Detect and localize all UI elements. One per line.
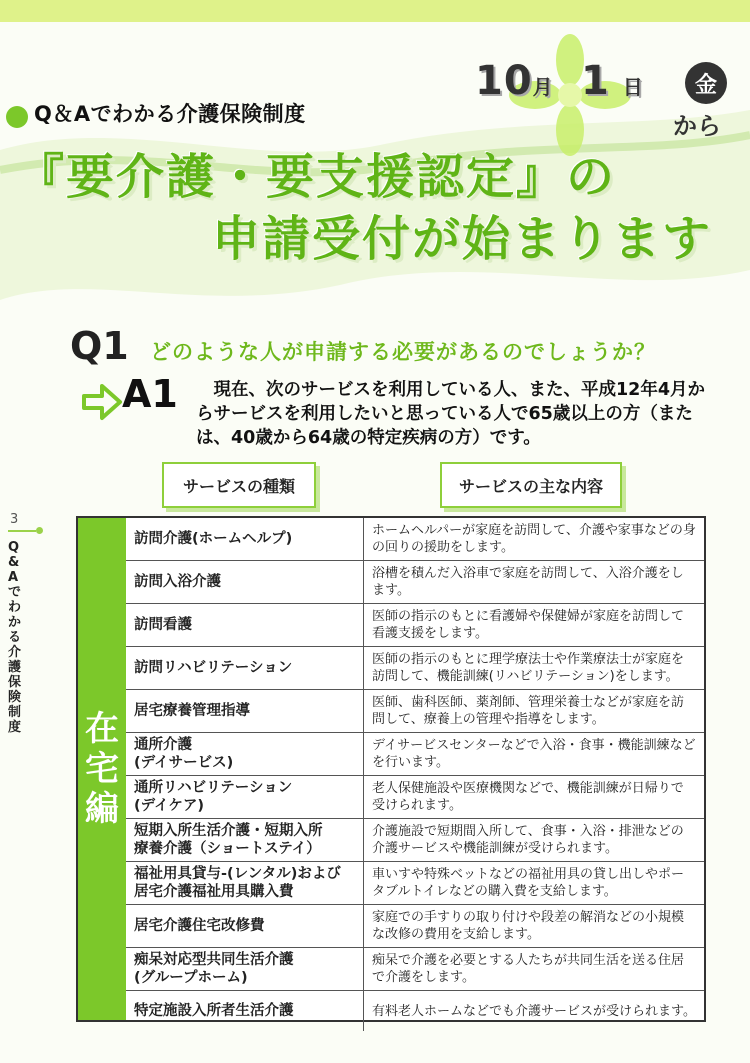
date-month: 10 bbox=[475, 58, 533, 104]
table-row bbox=[126, 862, 704, 905]
side-section-label: Q&Aでわかる介護保険制度 bbox=[8, 540, 22, 735]
service-name: 居宅介護住宅改修費 bbox=[126, 905, 364, 947]
category-column bbox=[78, 518, 126, 1020]
table-body bbox=[126, 518, 704, 1031]
header-title: Q＆Aでわかる介護保険制度 bbox=[34, 102, 306, 126]
date-month-unit: 月 bbox=[532, 75, 554, 99]
service-name: 訪問リハビリテーション bbox=[126, 647, 364, 689]
date-suffix: から bbox=[673, 112, 721, 140]
service-description: 家庭での手すりの取り付けや段差の解消などの小規模な改修の費用を支給します。 bbox=[372, 910, 685, 942]
services-table bbox=[76, 516, 706, 1022]
table-row bbox=[126, 819, 704, 862]
main-title-line2: 申請受付が始まります bbox=[212, 211, 713, 267]
table-row bbox=[126, 776, 704, 819]
column-header-service-content: サービスの主な内容 bbox=[440, 462, 622, 508]
table-row bbox=[126, 561, 704, 604]
main-title-line1: 『要介護・要支援認定』の bbox=[16, 149, 617, 205]
service-name: 訪問入浴介護 bbox=[126, 561, 364, 603]
question-label: Q1 bbox=[70, 324, 129, 368]
service-description: 医師の指示のもとに理学療法士や作業療法士が家庭を訪問して、機能訓練(リハビリテーション)をします。 bbox=[372, 652, 685, 684]
service-description: 車いすや特殊ベットなどの福祉用具の貸し出しやポータブルトイレなどの購入費を支給します。 bbox=[372, 867, 685, 899]
date-day: 1 bbox=[581, 58, 609, 104]
service-description: 痴呆で介護を必要とする人たちが共同生活を送る住居で介護をします。 bbox=[372, 953, 685, 985]
table-row bbox=[126, 733, 704, 776]
table-row bbox=[126, 604, 704, 647]
table-row bbox=[126, 690, 704, 733]
service-description: 有料老人ホームなどでも介護サービスが受けられます。 bbox=[372, 1003, 696, 1019]
side-divider bbox=[8, 530, 36, 532]
start-date bbox=[475, 58, 745, 148]
page-number: 3 bbox=[10, 512, 19, 527]
date-month-block bbox=[475, 58, 554, 104]
column-header-service-type: サービスの種類 bbox=[162, 462, 316, 508]
service-description: 浴槽を積んだ入浴車で家庭を訪問して、入浴介護をします。 bbox=[372, 566, 684, 598]
table-row bbox=[126, 991, 704, 1031]
service-description: 介護施設で短期間入所して、食事・入浴・排泄などの介護サービスや機能訓練が受けられます。 bbox=[372, 824, 684, 856]
table-row bbox=[126, 948, 704, 991]
category-label: 在宅編 bbox=[85, 709, 119, 829]
date-day-unit: 日 bbox=[622, 75, 643, 99]
bullet-dot-icon bbox=[6, 106, 28, 128]
top-color-band bbox=[0, 0, 750, 22]
service-name: 通所リハビリテーション (デイケア) bbox=[126, 776, 364, 818]
service-description: 老人保健施設や医療機関などで、機能訓練が日帰りで受けられます。 bbox=[372, 781, 684, 813]
service-name: 特定施設入所者生活介護 bbox=[126, 991, 364, 1031]
table-row bbox=[126, 905, 704, 948]
service-name: 短期入所生活介護・短期入所 療養介護（ショートステイ） bbox=[126, 819, 364, 861]
service-description: デイサービスセンターなどで入浴・食事・機能訓練などを行います。 bbox=[372, 738, 696, 770]
service-name: 訪問介護(ホームヘルプ) bbox=[126, 518, 364, 560]
answer-text: 現在、次のサービスを利用している人、また、平成12年4月からサービスを利用したいと思っている人で65歳以上の方（または、40歳から64歳の特定疾病の方）です。 bbox=[196, 380, 706, 448]
service-name: 痴呆対応型共同生活介護 (グループホーム) bbox=[126, 948, 364, 990]
answer-label: A1 bbox=[122, 372, 178, 416]
service-name: 訪問看護 bbox=[126, 604, 364, 646]
arrow-right-icon bbox=[80, 382, 124, 422]
service-name: 福祉用具貸与-(レンタル)および 居宅介護福祉用具購入費 bbox=[126, 862, 364, 904]
service-name: 通所介護 (デイサービス) bbox=[126, 733, 364, 775]
question-text: どのような人が申請する必要があるのでしょうか？ bbox=[150, 340, 656, 364]
table-row bbox=[126, 647, 704, 690]
service-description: ホームヘルパーが家庭を訪問して、介護や家事などの身の回りの援助をします。 bbox=[372, 523, 696, 555]
service-name: 居宅療養管理指導 bbox=[126, 690, 364, 732]
side-dot-icon bbox=[36, 527, 43, 534]
service-description: 医師、歯科医師、薬剤師、管理栄養士などが家庭を訪問して、療養上の管理や指導をします。 bbox=[372, 695, 685, 727]
date-day-block bbox=[581, 58, 643, 104]
weekday-badge: 金 bbox=[685, 62, 727, 104]
service-description: 医師の指示のもとに看護婦や保健婦が家庭を訪問して看護支援をします。 bbox=[372, 609, 685, 641]
table-row bbox=[126, 518, 704, 561]
